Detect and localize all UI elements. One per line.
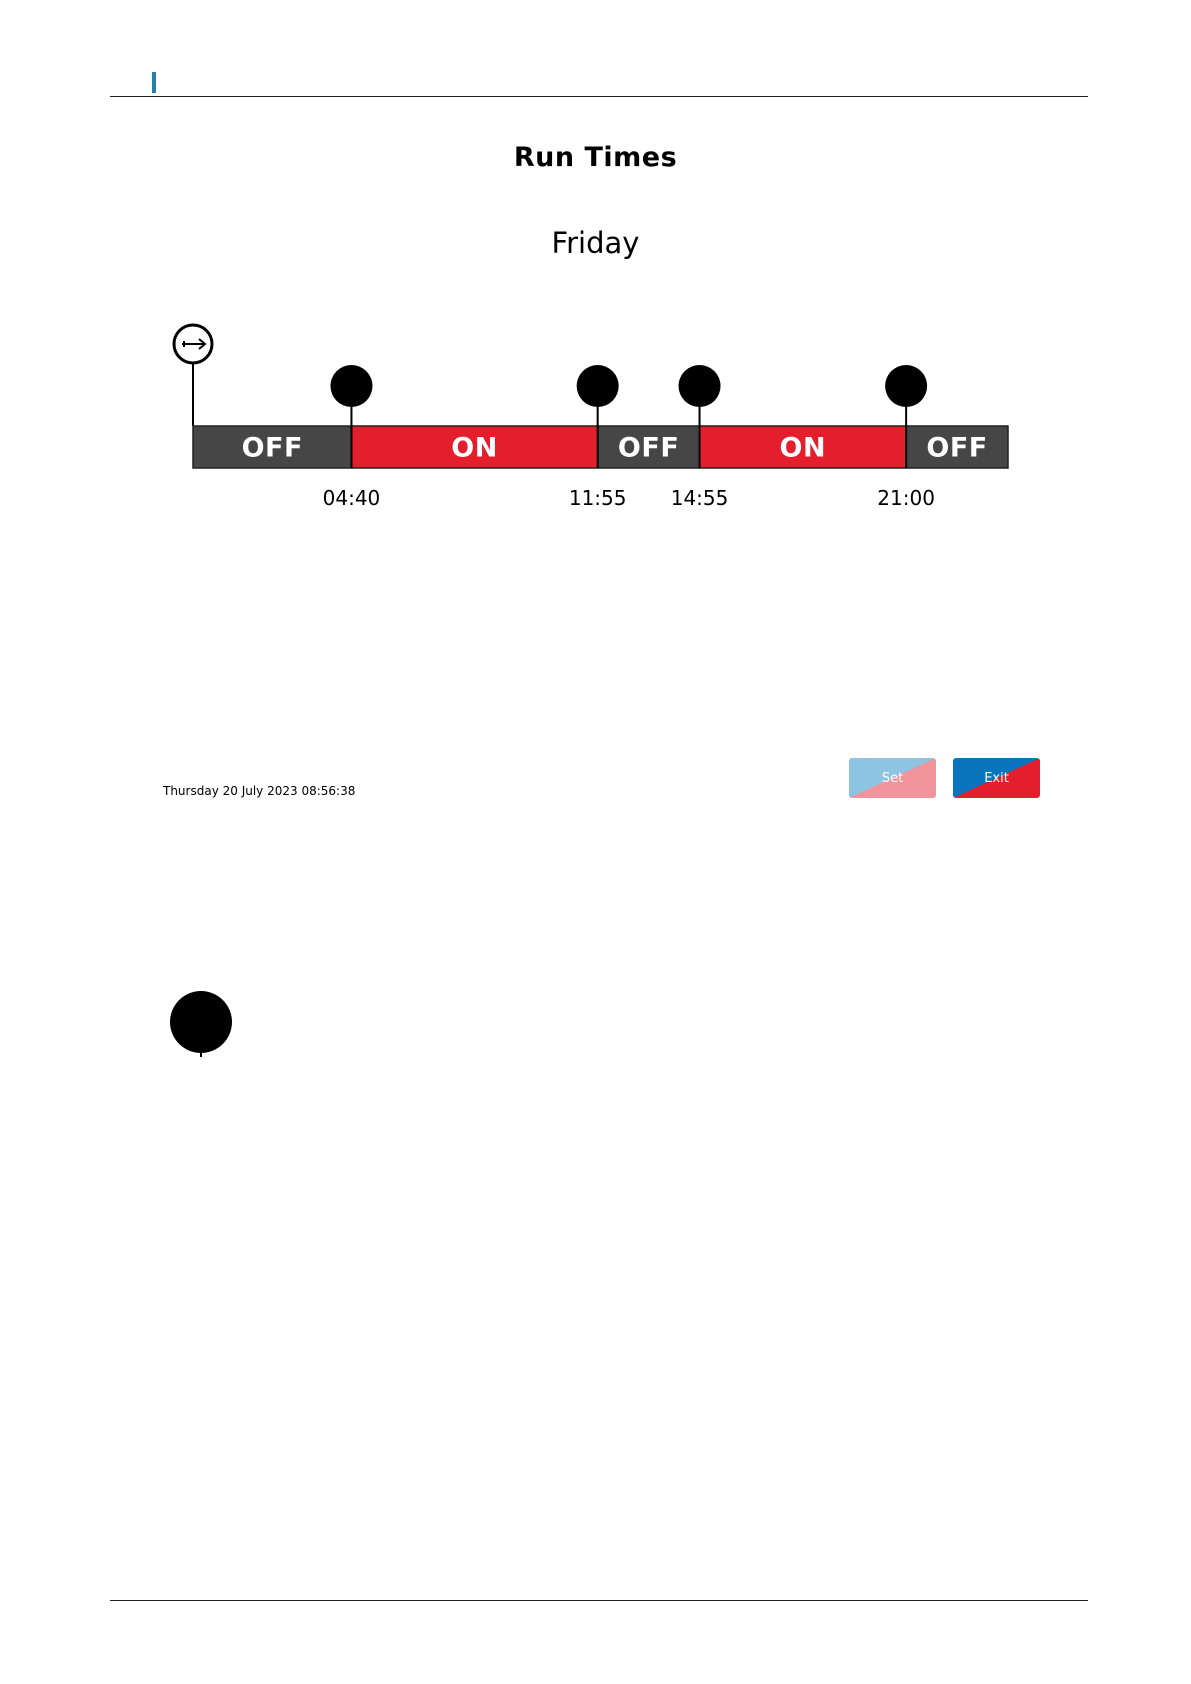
current-datetime: Thursday 20 July 2023 08:56:38: [163, 784, 356, 798]
switch-point-marker: [330, 365, 372, 407]
timeline-graphic: [150, 320, 1050, 520]
switch-point-marker: [885, 365, 927, 407]
header-accent-bar: [152, 72, 156, 93]
time-label: 11:55: [568, 486, 627, 510]
segment-label: ON: [451, 432, 498, 464]
exit-button[interactable]: Exit: [953, 758, 1040, 798]
time-label: 04:40: [322, 486, 381, 510]
time-label: 14:55: [670, 486, 729, 510]
segment-label: OFF: [926, 432, 988, 464]
set-button[interactable]: Set: [849, 758, 936, 798]
touch-cursor-icon: [170, 991, 236, 1061]
day-label: Friday: [551, 226, 640, 260]
switch-point-marker: [577, 365, 619, 407]
segment-label: OFF: [617, 432, 680, 464]
switch-point-marker: [679, 365, 721, 407]
page-title: Run Times: [513, 142, 678, 173]
segment-label: OFF: [241, 432, 303, 464]
time-label: 21:00: [877, 486, 935, 510]
header-divider: [110, 96, 1088, 97]
segment-label: ON: [779, 432, 827, 464]
run-times-timeline: [150, 320, 1050, 520]
footer-divider: [110, 1600, 1088, 1601]
